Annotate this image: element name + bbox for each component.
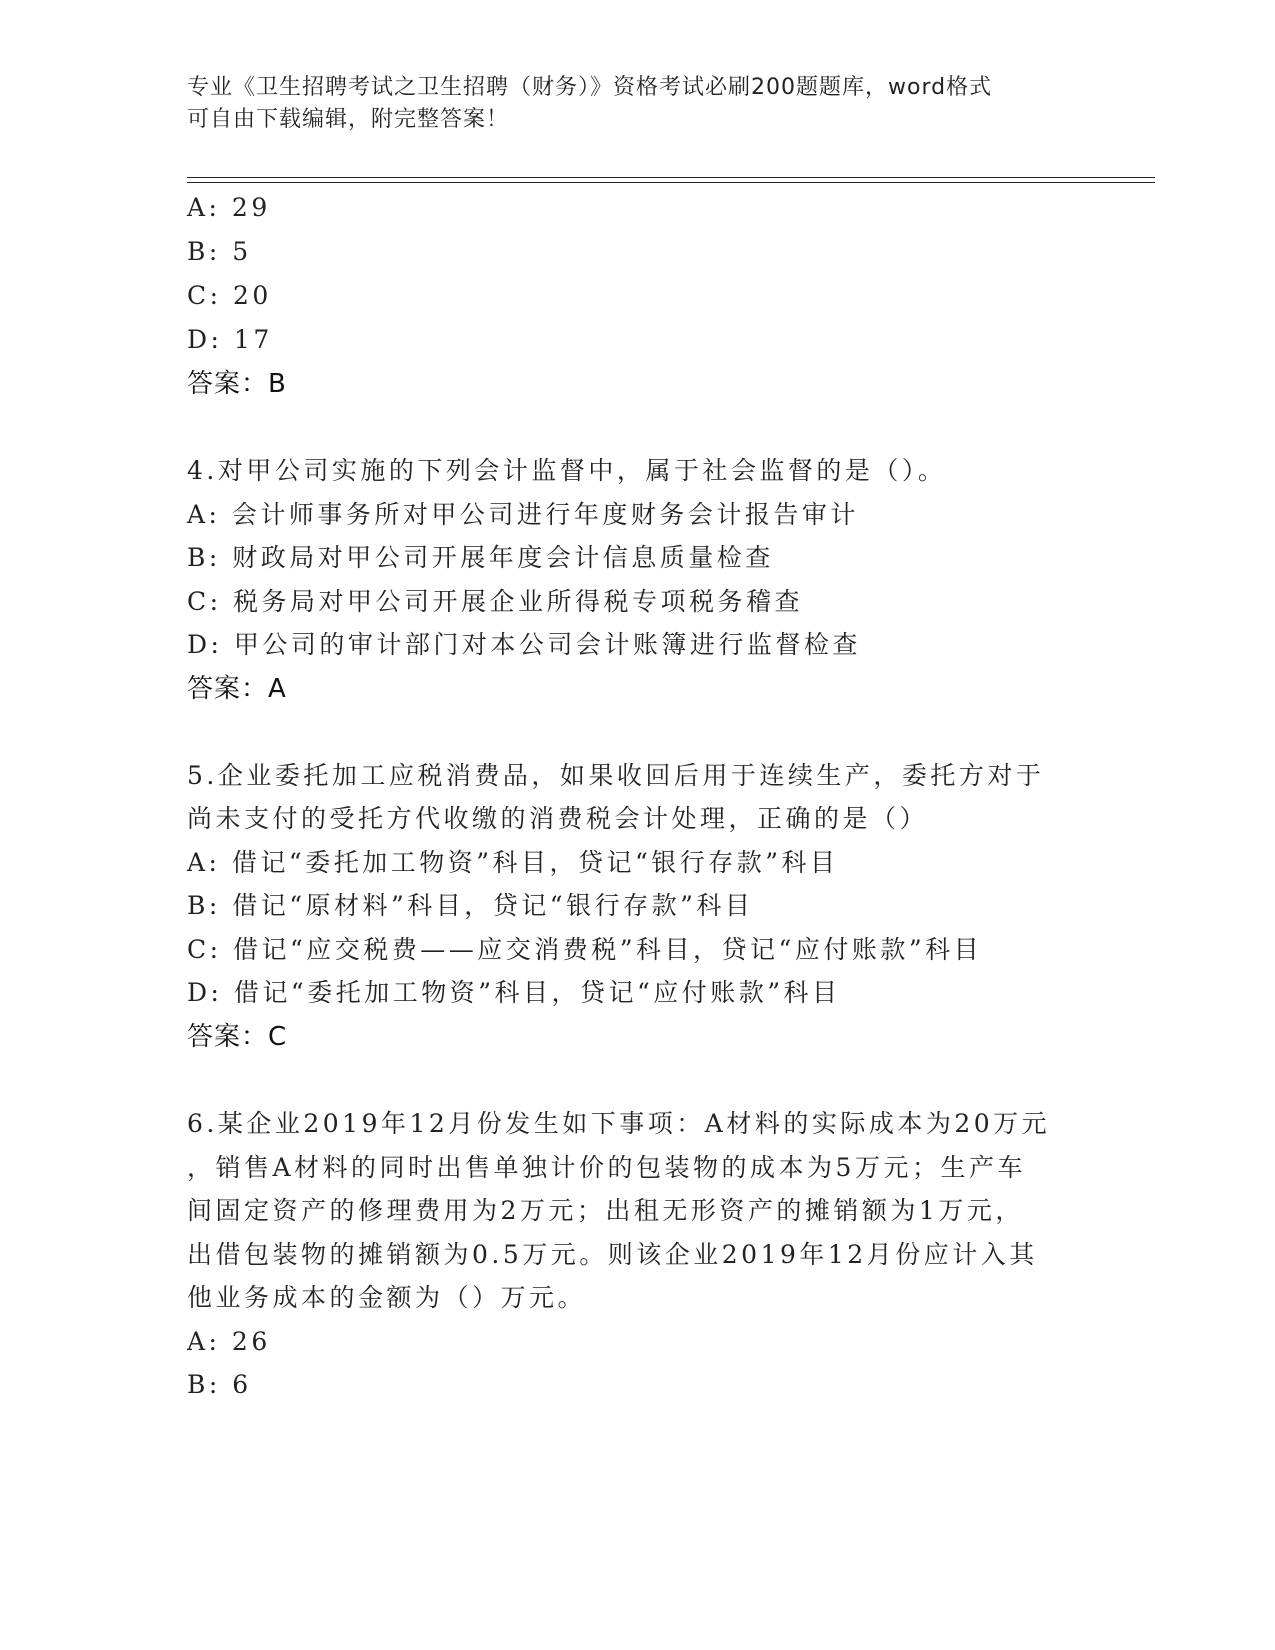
q6-stem-line-1: 6.某企业2019年12月份发生如下事项：A材料的实际成本为20万元 (187, 1109, 1051, 1138)
header-line-1: 专业《卫生招聘考试之卫生招聘（财务）》资格考试必刷200题题库，word格式 (187, 75, 993, 100)
header-divider-bottom (187, 182, 1155, 183)
q5-stem-line-1: 5.企业委托加工应税消费品，如果收回后用于连续生产，委托方对于 (187, 761, 1045, 790)
q3-option-b: B: 5 (187, 237, 252, 266)
q5-option-a: A: 借记“委托加工物资”科目，贷记“银行存款”科目 (187, 848, 839, 877)
q6-option-b: B: 6 (187, 1370, 252, 1399)
q3-option-a: A: 29 (187, 193, 271, 222)
q4-option-b: B: 财政局对甲公司开展年度会计信息质量检查 (187, 543, 774, 572)
document-header (187, 72, 1067, 136)
q4-option-d: D: 甲公司的审计部门对本公司会计账簿进行监督检查 (187, 630, 861, 659)
q4-stem: 4.对甲公司实施的下列会计监督中，属于社会监督的是（）。 (187, 456, 947, 485)
q3-option-c: C: 20 (187, 281, 272, 310)
q4-answer: 答案：A (187, 674, 287, 704)
q6-stem-line-3: 间固定资产的修理费用为2万元；出租无形资产的摊销额为1万元， (187, 1196, 1024, 1225)
q6-stem-line-4: 出借包装物的摊销额为0.5万元。则该企业2019年12月份应计入其 (187, 1240, 1038, 1269)
q3-answer: 答案：B (187, 369, 287, 399)
q3-option-d: D: 17 (187, 325, 273, 354)
q5-answer: 答案：C (187, 1022, 288, 1052)
q6-stem-line-5: 他业务成本的金额为（）万元。 (187, 1283, 587, 1312)
q4-option-c: C: 税务局对甲公司开展企业所得税专项税务稽查 (187, 587, 803, 616)
q6-option-a: A: 26 (187, 1327, 271, 1356)
q5-option-b: B: 借记“原材料”科目，贷记“银行存款”科目 (187, 891, 754, 920)
q4-option-a: A: 会计师事务所对甲公司进行年度财务会计报告审计 (187, 500, 859, 529)
header-divider-top (187, 177, 1155, 178)
q5-stem-line-2: 尚未支付的受托方代收缴的消费税会计处理，正确的是（） (187, 804, 929, 833)
q5-option-c: C: 借记“应交税费——应交消费税”科目，贷记“应付账款”科目 (187, 935, 983, 964)
q5-option-d: D: 借记“委托加工物资”科目，贷记“应付账款”科目 (187, 978, 841, 1007)
header-line-2: 可自由下载编辑，附完整答案！ (187, 107, 510, 132)
q6-stem-line-2: ，销售A材料的同时出售单独计价的包装物的成本为5万元；生产车 (187, 1153, 1026, 1182)
